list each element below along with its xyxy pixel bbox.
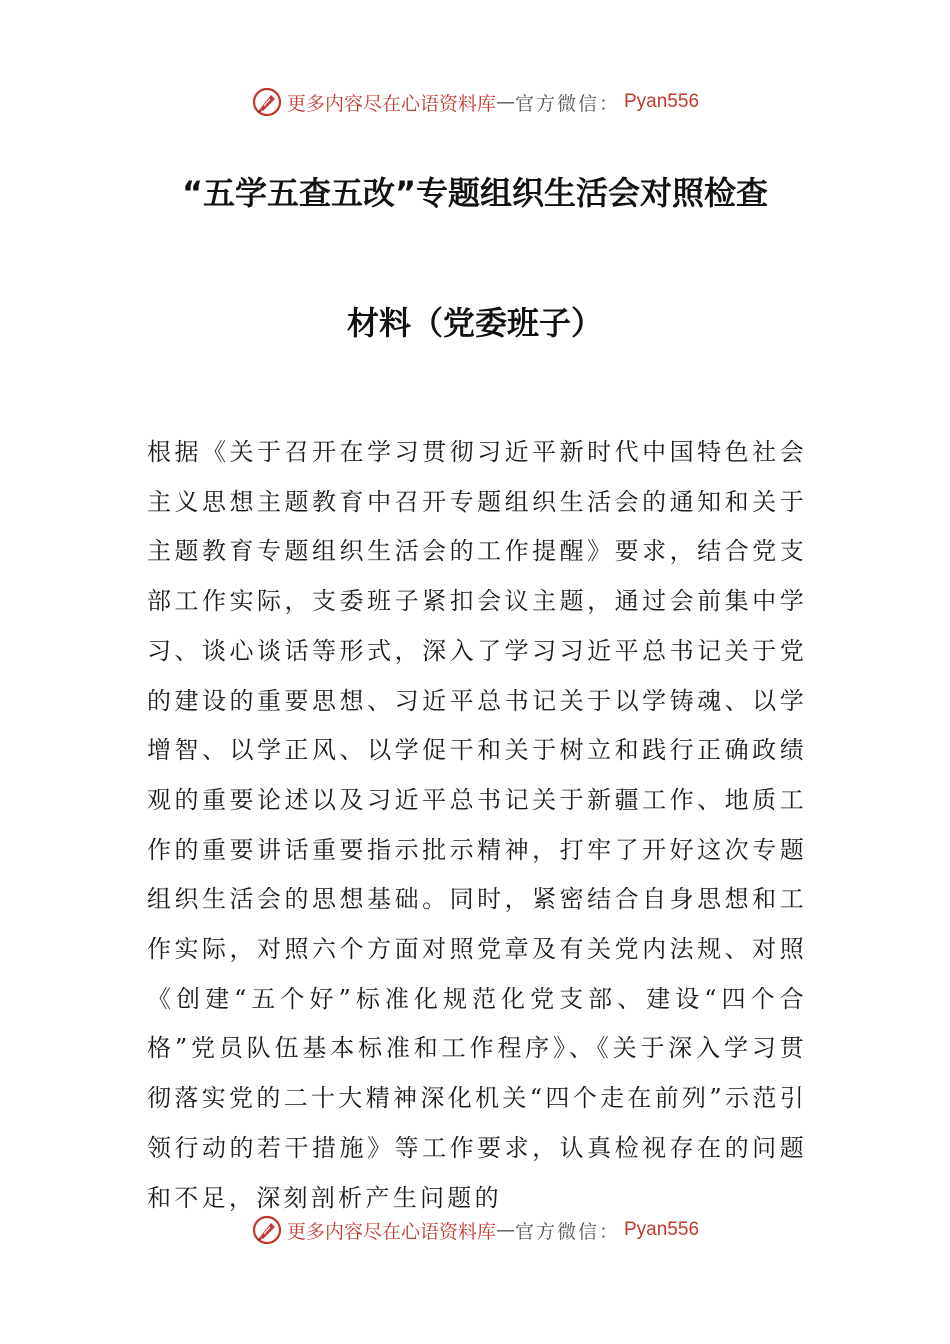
header-contact-label: 官方微信： <box>514 92 620 115</box>
header-banner <box>0 82 950 122</box>
footer-brand-text: 更多内容尽在心语资料库 <box>286 1220 496 1243</box>
header-brand-text: 更多内容尽在心语资料库 <box>286 92 496 115</box>
footer-contact-id: Pyan556 <box>624 1219 700 1240</box>
pen-nib-logo-icon <box>251 1214 283 1246</box>
header-contact-id: Pyan556 <box>624 91 700 112</box>
document-title-line2: 材料（党委班子） <box>346 304 603 342</box>
footer-separator: — <box>495 1219 515 1241</box>
document-title-line1: “五学五查五改”专题组织生活会对照检查 <box>181 174 769 212</box>
header-separator: — <box>495 91 515 113</box>
pen-nib-logo-icon <box>251 86 283 118</box>
footer-contact-label: 官方微信： <box>514 1220 620 1243</box>
body-paragraph: 根据《关于召开在学习贯彻习近平新时代中国特色社会主义思想主题教育中召开专题组织生活会的通知和关于主题教育专题组织生活会的工作提醒》要求，结合党支部工作实际，支委班子紧扣会议主题，通过会前集中学习、谈心谈话等形式，深入了学习习近平总书记关于党的建设的重要思想、习近平总书记关于以学铸魂、以学增智、以学正风、以学促干和关于树立和践行正确政绩观的重要论述以及习近平总书记关于新疆工作、地质工作的重要讲话重要指示批示精神，打牢了开好这次专题组织生活会的思想基础。同时，紧密结合自身思想和工作实际，对照六个方面对照党章及有关党内法规、对照《创建“五个好”标准化规范化党支部、建设“四个合格”党员队伍基本标准和工作程序》、《关于深入学习贯彻落实党的二十大精神深化机关“四个走在前列”示范引领行动的若干措施》等工作要求，认真检视存在的问题和不足，深刻剖析产生问题的 <box>147 438 807 1212</box>
footer-banner <box>0 1210 950 1250</box>
